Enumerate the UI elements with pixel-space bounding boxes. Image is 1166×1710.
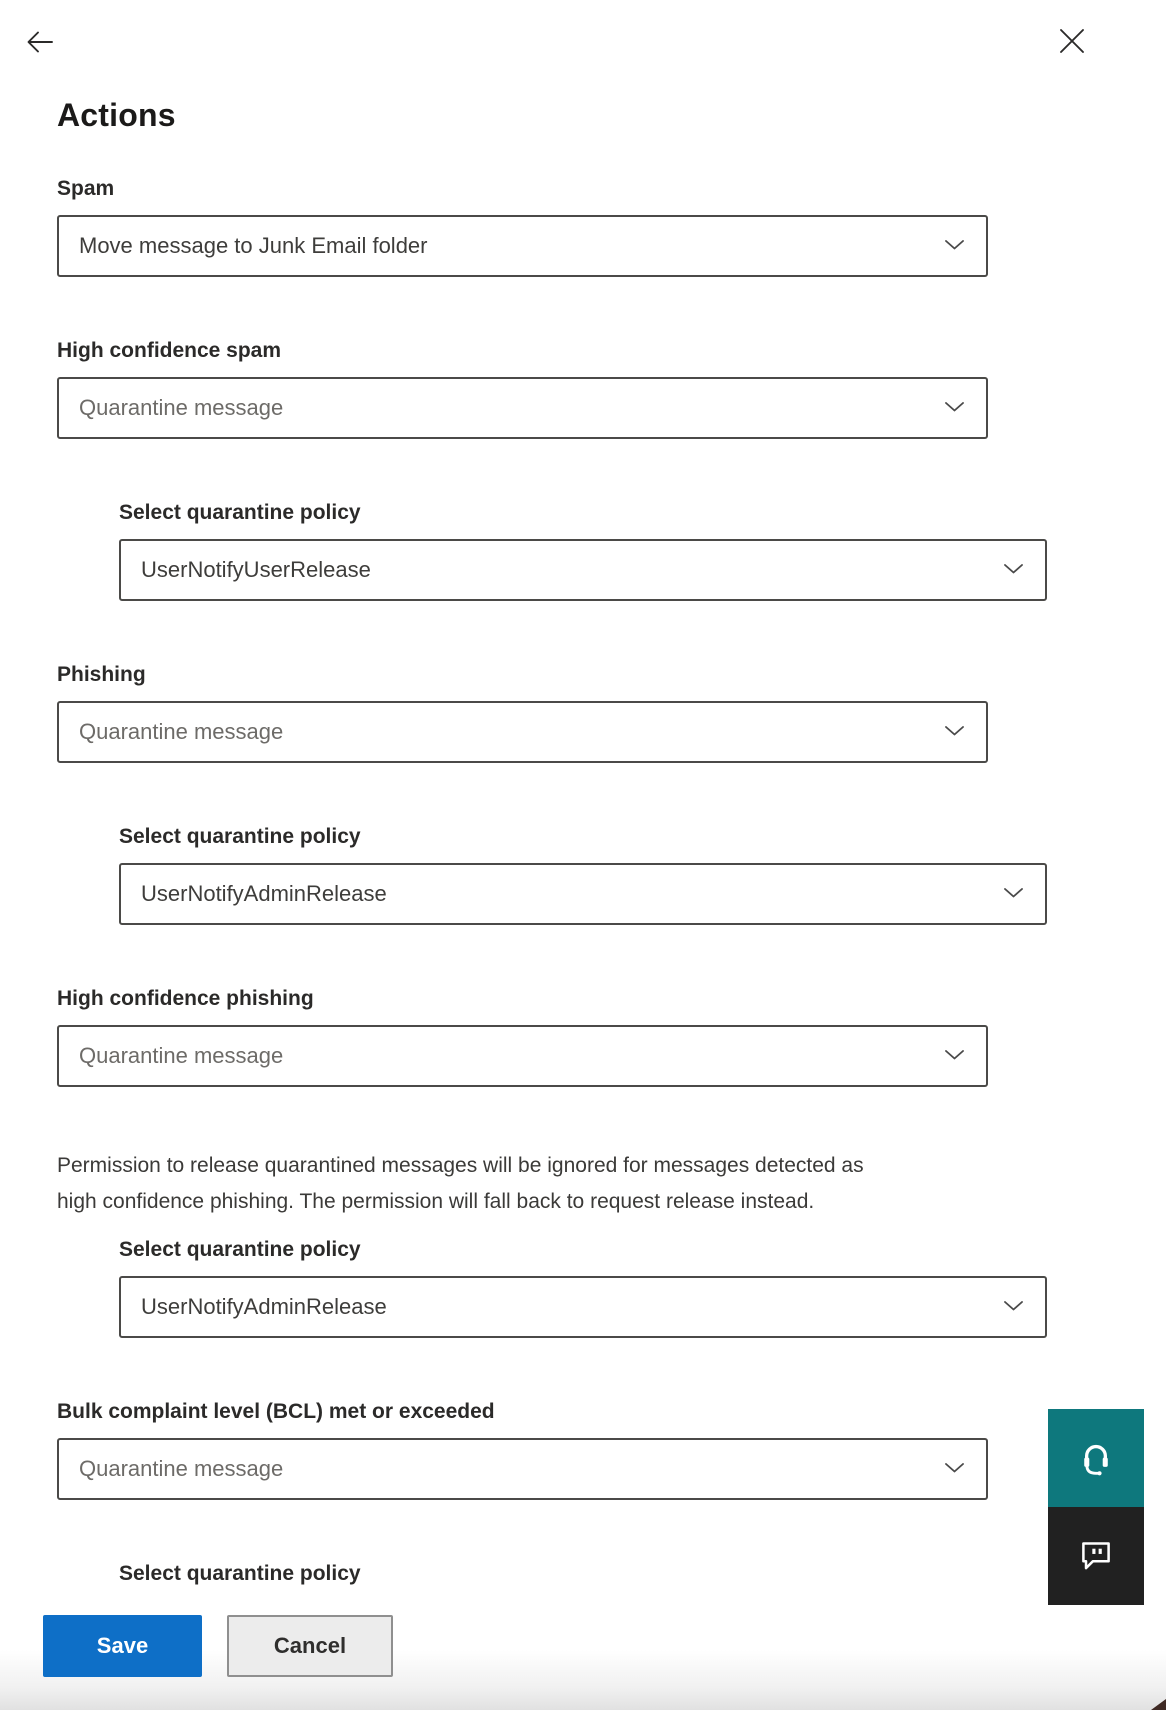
chevron-down-icon <box>1004 1298 1023 1316</box>
chevron-down-icon <box>1004 561 1023 579</box>
phishing-action-value: Quarantine message <box>79 719 284 744</box>
bcl-action-select[interactable] <box>57 1438 988 1500</box>
chevron-down-icon <box>1004 885 1023 903</box>
headset-icon <box>1074 1435 1118 1482</box>
chevron-down-icon <box>945 723 964 741</box>
quarantine-policy-select-phishing[interactable] <box>119 863 1047 925</box>
high-confidence-spam-action-value: Quarantine message <box>79 395 284 420</box>
phishing-label: Phishing <box>57 663 146 686</box>
chat-bubble-icon <box>1075 1534 1117 1579</box>
phishing-action-select[interactable] <box>57 701 988 763</box>
cursor-artifact <box>1151 1699 1166 1710</box>
field-bcl <box>57 1399 1166 1500</box>
spam-action-value: Move message to Junk Email folder <box>79 233 428 258</box>
quarantine-policy-label: Select quarantine policy <box>119 825 361 848</box>
footer-bar <box>0 1585 1166 1710</box>
chevron-down-icon <box>945 237 964 255</box>
save-button[interactable]: Save <box>43 1615 202 1677</box>
high-confidence-phishing-action-value: Quarantine message <box>79 1043 284 1068</box>
back-arrow-icon <box>24 46 56 61</box>
chevron-down-icon <box>945 1047 964 1065</box>
high-confidence-spam-action-select[interactable] <box>57 377 988 439</box>
chevron-down-icon <box>945 399 964 417</box>
field-quarantine-policy-hcs <box>119 500 1166 601</box>
close-icon <box>1059 42 1085 57</box>
quarantine-policy-label: Select quarantine policy <box>119 1562 361 1585</box>
quarantine-policy-select-hcp[interactable] <box>119 1276 1047 1338</box>
note-line: Permission to release quarantined messages will be ignored for messages detected as <box>57 1154 864 1177</box>
high-confidence-phishing-note <box>57 1148 1166 1220</box>
quarantine-policy-label: Select quarantine policy <box>119 1238 361 1261</box>
high-confidence-phishing-action-select[interactable] <box>57 1025 988 1087</box>
field-quarantine-policy-bcl <box>119 1561 1166 1585</box>
chevron-down-icon <box>945 1460 964 1478</box>
quarantine-policy-label: Select quarantine policy <box>119 501 361 524</box>
field-quarantine-policy-phishing <box>119 824 1166 925</box>
back-button[interactable] <box>20 22 60 62</box>
field-high-confidence-phishing <box>57 986 1166 1087</box>
close-button[interactable] <box>1055 24 1089 58</box>
spam-label: Spam <box>57 177 115 200</box>
bcl-label: Bulk complaint level (BCL) met or exceeded <box>57 1400 495 1423</box>
quarantine-policy-value: UserNotifyUserRelease <box>141 557 371 582</box>
field-phishing <box>57 662 1166 763</box>
feedback-button[interactable] <box>1048 1507 1144 1605</box>
spam-action-select[interactable] <box>57 215 988 277</box>
field-high-confidence-spam <box>57 338 1166 439</box>
cancel-button[interactable]: Cancel <box>227 1615 393 1677</box>
bcl-action-value: Quarantine message <box>79 1456 284 1481</box>
page-title: Actions <box>57 97 176 133</box>
high-confidence-phishing-label: High confidence phishing <box>57 987 314 1010</box>
support-button[interactable] <box>1048 1409 1144 1507</box>
high-confidence-spam-label: High confidence spam <box>57 339 282 362</box>
field-spam <box>57 176 1166 277</box>
note-line: high confidence phishing. The permission will fall back to request release instead. <box>57 1190 815 1213</box>
quarantine-policy-value: UserNotifyAdminRelease <box>141 881 387 906</box>
quarantine-policy-select-hcs[interactable] <box>119 539 1047 601</box>
field-quarantine-policy-hcp <box>119 1237 1166 1338</box>
quarantine-policy-value: UserNotifyAdminRelease <box>141 1294 387 1319</box>
